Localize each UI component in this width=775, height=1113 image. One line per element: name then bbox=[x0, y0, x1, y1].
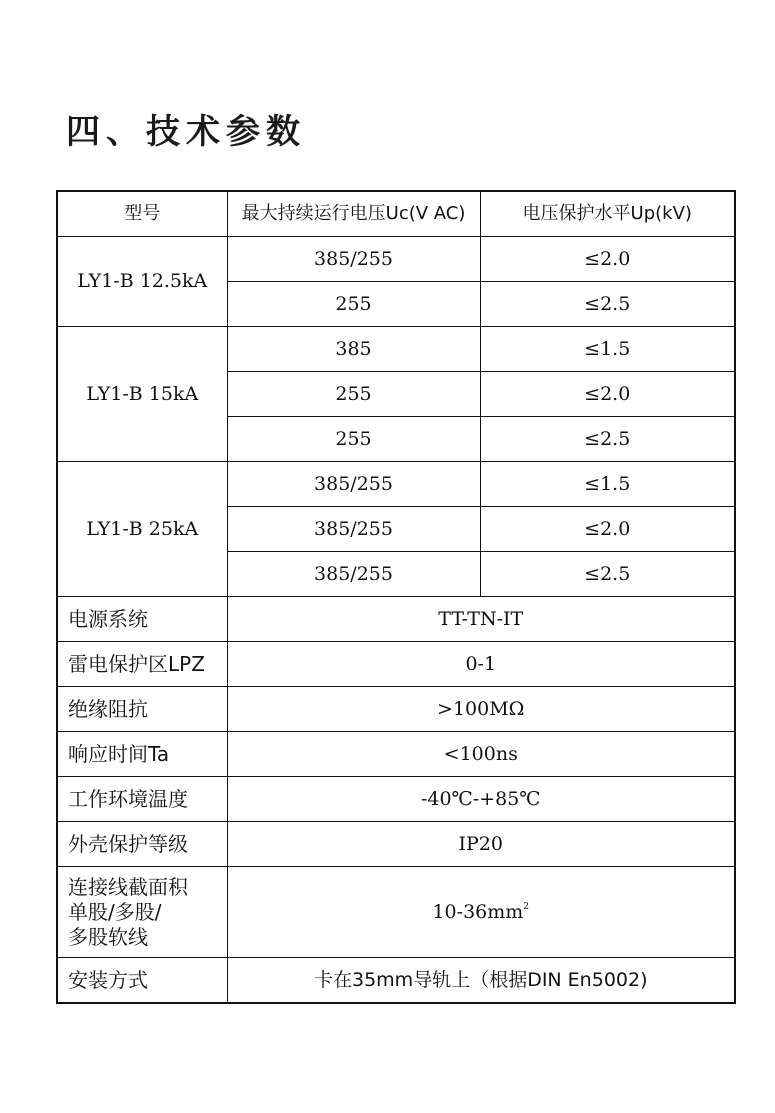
up-cell: ≤2.5 bbox=[480, 282, 735, 327]
wire-label-line: 单股/多股/ bbox=[68, 899, 162, 924]
up-cell: ≤1.5 bbox=[480, 327, 735, 372]
uc-cell: 385/255 bbox=[227, 462, 480, 507]
model-cell: LY1-B 15kA bbox=[57, 327, 227, 462]
wire-value-superscript: 2 bbox=[523, 901, 530, 912]
spec-label: 绝缘阻抗 bbox=[57, 687, 227, 732]
spec-row-lpz bbox=[57, 642, 735, 687]
model-cell: LY1-B 25kA bbox=[57, 462, 227, 597]
up-cell: ≤1.5 bbox=[480, 462, 735, 507]
spec-label: 外壳保护等级 bbox=[57, 822, 227, 867]
spec-label: 雷电保护区LPZ bbox=[57, 642, 227, 687]
spec-row-power-system bbox=[57, 597, 735, 642]
spec-value: IP20 bbox=[227, 822, 735, 867]
spec-value: <100ns bbox=[227, 732, 735, 777]
header-up: 电压保护水平Up(kV) bbox=[480, 191, 735, 237]
uc-cell: 255 bbox=[227, 417, 480, 462]
wire-value: 10-36mm bbox=[432, 900, 524, 923]
uc-cell: 385/255 bbox=[227, 237, 480, 282]
spec-row-wire bbox=[57, 867, 735, 958]
up-cell: ≤2.0 bbox=[480, 507, 735, 552]
table-row bbox=[57, 327, 735, 372]
spec-value bbox=[227, 867, 735, 958]
spec-row-insulation bbox=[57, 687, 735, 732]
spec-value: 0-1 bbox=[227, 642, 735, 687]
spec-value: >100MΩ bbox=[227, 687, 735, 732]
header-model: 型号 bbox=[57, 191, 227, 237]
spec-label: 电源系统 bbox=[57, 597, 227, 642]
header-uc: 最大持续运行电压Uc(V AC) bbox=[227, 191, 480, 237]
spec-row-mounting bbox=[57, 958, 735, 1004]
spec-table bbox=[56, 190, 736, 1004]
spec-value: -40℃-+85℃ bbox=[227, 777, 735, 822]
uc-cell: 385/255 bbox=[227, 507, 480, 552]
section-title: 四、技术参数 bbox=[66, 112, 306, 152]
up-cell: ≤2.0 bbox=[480, 372, 735, 417]
model-cell: LY1-B 12.5kA bbox=[57, 237, 227, 327]
spec-value: 卡在35mm导轨上（根据DIN En5002) bbox=[227, 958, 735, 1004]
table-row bbox=[57, 237, 735, 282]
spec-row-response-time bbox=[57, 732, 735, 777]
table-header-row bbox=[57, 191, 735, 237]
spec-row-temperature bbox=[57, 777, 735, 822]
uc-cell: 385 bbox=[227, 327, 480, 372]
spec-value: TT-TN-IT bbox=[227, 597, 735, 642]
table-row bbox=[57, 462, 735, 507]
up-cell: ≤2.0 bbox=[480, 237, 735, 282]
up-cell: ≤2.5 bbox=[480, 552, 735, 597]
wire-label-line: 多股软线 bbox=[68, 924, 148, 949]
uc-cell: 255 bbox=[227, 372, 480, 417]
spec-label: 响应时间Ta bbox=[57, 732, 227, 777]
spec-row-ip-rating bbox=[57, 822, 735, 867]
uc-cell: 385/255 bbox=[227, 552, 480, 597]
uc-cell: 255 bbox=[227, 282, 480, 327]
wire-label-line: 连接线截面积 bbox=[68, 874, 188, 899]
up-cell: ≤2.5 bbox=[480, 417, 735, 462]
spec-label bbox=[57, 867, 227, 958]
spec-label: 安装方式 bbox=[57, 958, 227, 1004]
spec-label: 工作环境温度 bbox=[57, 777, 227, 822]
